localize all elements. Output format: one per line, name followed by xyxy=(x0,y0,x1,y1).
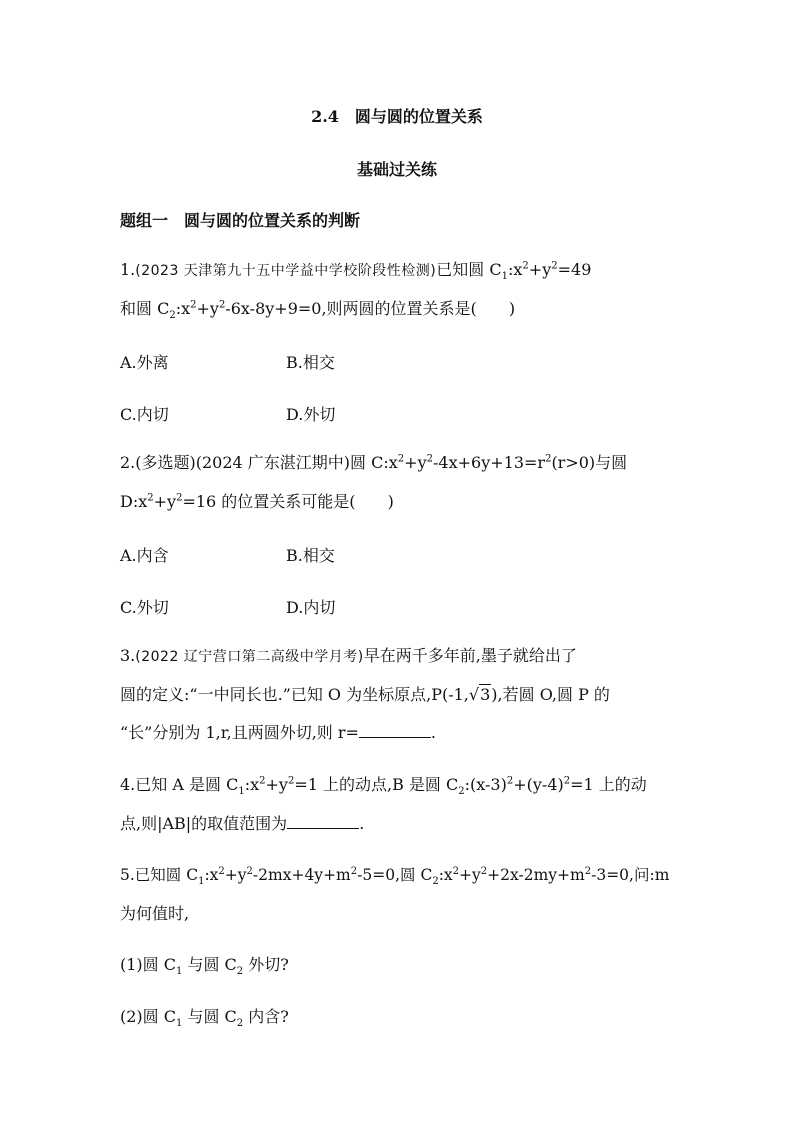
q3-line-2: 圆的定义:“一中同长也.”已知 O 为坐标原点,P(-1,√3),若圆 O,圆 P 的 xyxy=(120,685,610,704)
q1-option-c: C.内切 xyxy=(120,405,169,424)
q4-line-1: 4.已知 A 是圆 $C_1:x^2+y^2=1$ 上的动点,B 是圆 $C_2:(x-3)^2+(y-4)^2=1$ 上的动 xyxy=(120,775,647,798)
group-heading: 题组一 圆与圆的位置关系的判断 xyxy=(120,211,361,230)
q5-part-2: (2)圆 $C_1$ 与圆 $C_2$ 内含? xyxy=(120,1007,289,1030)
section-title: 2.4 圆与圆的位置关系 xyxy=(311,107,483,126)
answer-blank xyxy=(287,814,359,829)
q2-option-b: B.相交 xyxy=(286,546,335,565)
q1-option-a: A.外离 xyxy=(120,353,169,372)
sqrt-symbol: √3 xyxy=(468,685,491,704)
q2-option-d: D.内切 xyxy=(286,598,336,617)
q3-source: (2022 辽宁营口第二高级中学月考) xyxy=(135,649,364,665)
q1-option-b: B.相交 xyxy=(286,353,335,372)
q2-line-2: $D:x^2+y^2=16$ 的位置关系可能是( ) xyxy=(120,492,394,511)
q2-line-1: 2.(多选题)(2024 广东湛江期中)圆 $C:x^2+y^2-4x+6y+13=r^2(r>0)$与圆 xyxy=(120,453,628,472)
q5-part-1: (1)圆 $C_1$ 与圆 $C_2$ 外切? xyxy=(120,955,289,978)
q1-line-1: 1.(2023 天津第九十五中学益中学校阶段性检测)已知圆 $C_1:x^2+y^2=49$ xyxy=(120,260,592,283)
q3-line-1: 3.(2022 辽宁营口第二高级中学月考)早在两千多年前,墨子就给出了 xyxy=(120,646,577,665)
q5-line-1: 5.已知圆 $C_1:x^2+y^2-2mx+4y+m^2-5=0$,圆 $C_2:x^2+y^2+2x-2my+m^2-3=0$,问:m xyxy=(120,865,670,888)
q2-option-a: A.内含 xyxy=(120,546,169,565)
section-subtitle: 基础过关练 xyxy=(356,160,437,179)
q2-option-c: C.外切 xyxy=(120,598,169,617)
q1-source: (2023 天津第九十五中学益中学校阶段性检测) xyxy=(135,263,437,279)
q5-line-2: 为何值时, xyxy=(120,904,190,923)
q3-line-3: “长”分别为 1,r,且两圆外切,则 r= . xyxy=(120,723,437,742)
q1-line-2: 和圆 $C_2:x^2+y^2-6x-8y+9=0$,则两圆的位置关系是( ) xyxy=(120,299,516,322)
q4-line-2: 点,则|AB|的取值范围为 . xyxy=(120,814,365,833)
q1-option-d: D.外切 xyxy=(286,405,336,424)
answer-blank xyxy=(359,723,431,738)
